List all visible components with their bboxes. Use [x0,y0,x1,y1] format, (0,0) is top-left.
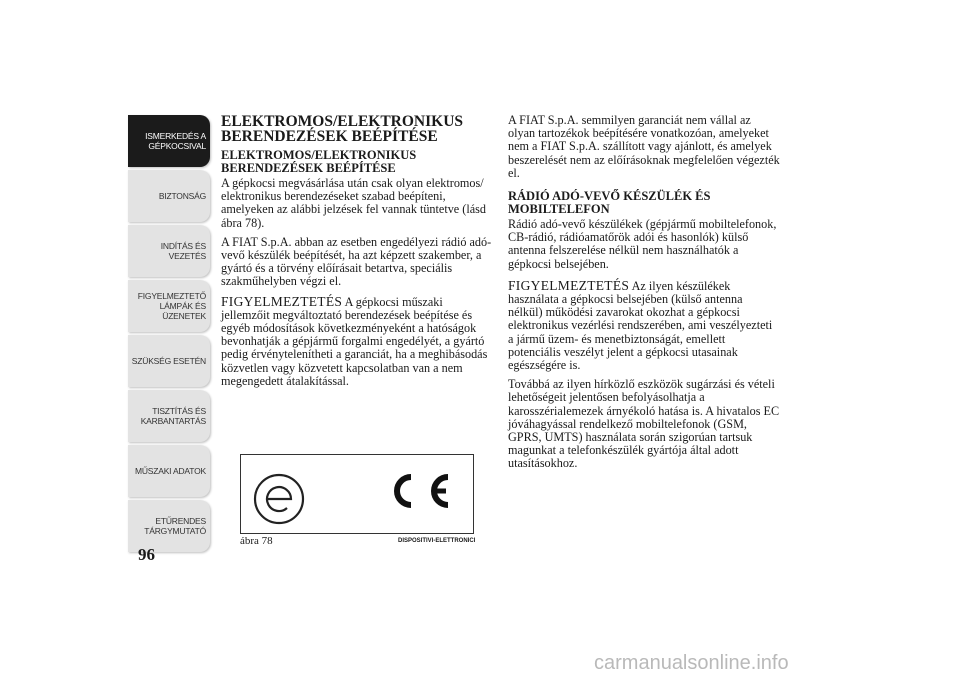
watermark: carmanualsonline.info [594,652,789,674]
warning-text: Az ilyen készülékek használata a gépkocsi belsejében (külső antenna nélkül) működési zavarokat okozhat a gépkocsi elektronikus vezérlési rendszerében, ami veszélyezteti a jármű üzem- és menetbiztonságát, emellett potenciális veszélyt jelent a gépkocsi utasainak egészségére is. [508,278,773,373]
chapter-tab[interactable] [128,335,210,387]
chapter-tab-label: MŰSZAKI ADATOK [134,466,206,476]
chapter-tab-label: SZÜKSÉG ESETÉN [131,356,206,366]
chapter-tab-label: BIZTONSÁG [158,191,206,201]
left-column [221,114,493,394]
e-mark-icon [255,475,303,523]
warning-text: A gépkocsi műszaki jellemzőit megváltoztató berendezések beépítése és egyéb módosítások következményeként a hatóságok bevonhatják a gépjármű forgalmi engedélyét, a gyártó pedig érvénytelenítheti a garanciát, ha a meghibásodás közvetlen vagy közvetett kapcsolatban van a nem megengedett átalakítással. [221,294,488,388]
chapter-tab[interactable] [128,390,210,442]
chapter-tab-label: ISMERKEDÉS A GÉPKOCSIVAL [145,131,206,151]
chapter-tab[interactable] [128,225,210,277]
chapter-tab[interactable] [128,115,210,167]
warning-label: FIGYELMEZTETÉS [221,293,343,309]
chapter-tab[interactable] [128,445,210,497]
warning-block-radio [508,279,780,372]
figure-symbols [241,455,473,533]
section-subtitle: ELEKTROMOS/ELEKTRONIKUS BERENDEZÉSEK BEÉPÍTÉSE [221,148,417,175]
warning-block [221,295,493,388]
paragraph-warranty: A FIAT S.p.A. semmilyen garanciát nem vállal az olyan tartozékok beépítésére vonatkozóan, amelyeket nem a FIAT S.p.A. szállított vagy ajánlott, és amelyek beszerelését nem az előírásoknak megfelelően végezték el. [508,113,780,180]
chapter-tab-label: INDÍTÁS ÉS VEZETÉS [160,241,206,261]
section-title: ELEKTROMOS/ELEKTRONIKUS BERENDEZÉSEK BEÉPÍTÉSE [221,113,464,145]
paragraph-radio: Rádió adó-vevő készülékek (gépjármű mobiltelefonok, CB-rádió, rádióamatőrök adói és hasonlók) külső antenna felszerelése nélkül nem használhatók a gépkocsi belsejében. [508,217,777,271]
figure-78 [240,454,474,534]
figure-caption: ábra 78 [240,535,273,547]
chapter-tab-label: FIGYELMEZTETŐ LÁMPÁK ÉS ÜZENETEK [137,291,206,321]
figure-code: DISPOSITIVI-ELETTRONICI [398,538,476,544]
paragraph-intro: A gépkocsi megvásárlása után csak olyan elektromos/ elektronikus berendezéseket szabad beépíteni, amelyeken az alábbi jelzések fel vannak tüntetve (lásd ábra 78). [221,176,486,230]
chapter-tab[interactable] [128,280,210,332]
chapter-tab-label: TISZTÍTÁS ÉS KARBANTARTÁS [140,406,206,426]
paragraph-shielding: Továbbá az ilyen hírközlő eszközök sugárzási és vételi lehetőségeit jelentősen befolyásolhatja a karosszérialemezek árnyékoló hatása is. A hivatalos EC jóváhagyással rendelkező mobiltelefonok (GSM, GPRS, UMTS) használata során szigorúan tartsuk magunkat a telefonkészülék gyártója által adott utasításokhoz. [508,377,780,471]
radio-heading: RÁDIÓ ADÓ-VEVŐ KÉSZÜLÉK ÉS MOBILTELEFON [508,189,711,216]
right-column [508,114,780,477]
chapter-tab[interactable] [128,170,210,222]
ce-mark-icon [397,477,448,505]
paragraph-fiat-approval: A FIAT S.p.A. abban az esetben engedélyezi rádió adó-vevő készülék beépítését, ha azt képzett szakember, a gyártó és a törvény előírásait betartva, speciális szakműhelyben végzi el. [221,234,492,289]
page-number: 96 [138,545,155,564]
chapter-tab-label: ETŰRENDES TÁRGYMUTATÓ [144,516,206,536]
warning-label: FIGYELMEZTETÉS [508,277,630,293]
chapter-tabs [128,115,210,555]
